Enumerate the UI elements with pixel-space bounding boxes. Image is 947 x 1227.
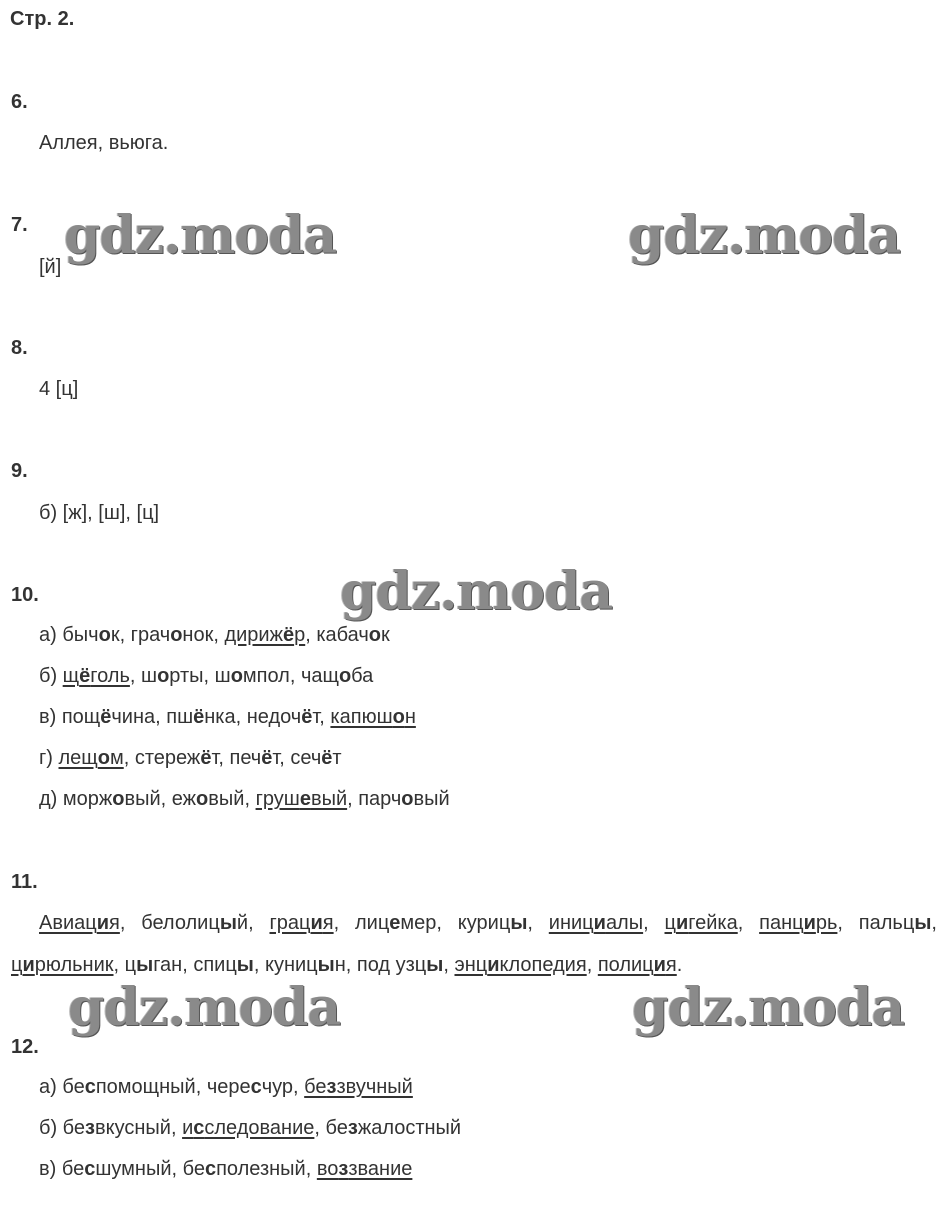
highlighted-letter: ё [321,747,333,769]
task-7-number: 7. [11,214,28,236]
highlighted-letter: с [193,1117,205,1139]
text-segment: б) бе [39,1117,86,1139]
text-segment: жалостный [357,1117,462,1139]
text-segment: рюльник [34,954,114,976]
highlighted-letter: з [347,1117,358,1139]
text-segment: я [665,954,677,976]
task-10-line-b [39,665,373,688]
highlighted-letter: с [84,1158,96,1180]
watermark-top-left: gdz.moda [64,205,337,266]
text-segment: ц [664,912,676,934]
highlighted-letter: с [204,1158,217,1180]
highlighted-letter: и [675,912,689,934]
text-segment: , стереж [123,747,201,769]
text-segment: н, под узц [334,954,427,976]
text-segment: Авиац [39,912,97,934]
text-segment: помощный, чере [95,1076,251,1098]
text-segment: , [586,954,598,976]
text-segment: т, печ [211,747,262,769]
text-segment: панц [759,912,804,934]
text-segment: дириж [224,624,283,646]
highlighted-letter: ы [426,954,444,976]
highlighted-letter: з [338,1158,349,1180]
text-segment: , лиц [333,912,390,934]
watermark-bottom-right: gdz.moda [632,977,905,1038]
highlighted-letter: ы [317,954,335,976]
task-9-answer: б) [ж], [ш], [ц] [39,502,160,524]
task-6-answer: Аллея, вьюга. [39,132,169,154]
text-segment: , [443,954,455,976]
highlighted-letter: о [98,624,111,646]
highlighted-letter: е [299,788,311,810]
text-segment: рь [815,912,838,934]
text-segment: клопедия [499,954,587,976]
text-segment: звание [348,1158,413,1180]
text-segment: я [109,912,120,934]
text-segment: ба [351,665,374,687]
page-title: Стр. 2. [10,8,75,30]
highlighted-letter: и [803,912,816,934]
task-12-line-b [39,1117,461,1140]
text-segment: т [332,747,342,769]
text-segment: алы [605,912,644,934]
text-segment: в) пощ [39,706,101,728]
text-segment: т, [312,706,331,728]
task-8-number: 8. [11,337,28,359]
text-segment: б) [39,665,63,687]
text-segment: , бе [314,1117,348,1139]
text-segment: вый, [208,788,256,810]
highlighted-letter: ё [79,665,91,687]
text-segment: , кабач [305,624,369,646]
task-10-line-a [39,624,390,647]
task-12-line-a [39,1076,413,1099]
highlighted-letter: о [112,788,125,810]
text-segment: к, грач [110,624,171,646]
highlighted-letter: о [157,665,170,687]
task-10-line-e [39,788,450,811]
text-segment: а) быч [39,624,99,646]
task-10-line-c [39,706,416,729]
highlighted-letter: ы [510,912,528,934]
highlighted-letter: ё [200,747,212,769]
text-segment: мер, куриц [400,912,511,934]
highlighted-letter: ё [261,747,273,769]
highlighted-letter: ё [193,706,205,728]
highlighted-letter: ё [282,624,295,646]
text-segment: , [737,912,760,934]
highlighted-letter: о [401,788,414,810]
highlighted-letter: и [22,954,35,976]
highlighted-letter: о [170,624,183,646]
text-segment: капюш [330,706,393,728]
highlighted-letter: с [84,1076,96,1098]
text-segment: , [931,912,937,934]
watermark-top-right: gdz.moda [628,205,901,266]
highlighted-letter: ё [301,706,313,728]
highlighted-letter: о [338,665,352,687]
highlighted-letter: о [368,624,381,646]
task-12-number: 12. [11,1036,39,1058]
highlighted-letter: и [593,912,606,934]
text-segment: полиц [597,954,654,976]
highlighted-letter: и [96,912,110,934]
text-segment: , ш [129,665,158,687]
highlighted-letter: з [326,1076,337,1098]
text-segment: во [316,1158,339,1180]
text-segment: г) [39,747,59,769]
highlighted-letter: о [97,747,110,769]
text-segment: звучный [336,1076,413,1098]
task-11-number: 11. [11,871,38,893]
text-segment: груш [255,788,300,810]
text-segment: нка, недоч [204,706,302,728]
text-segment: , [527,912,549,934]
text-segment: щ [62,665,80,687]
text-segment: й, [236,912,270,934]
text-segment: я [322,912,334,934]
text-segment: . [676,954,683,976]
task-12-line-c [39,1158,412,1181]
text-segment: , пальц [837,912,915,934]
task-6-number: 6. [11,91,28,113]
text-segment: ц [11,954,23,976]
text-segment: следование [204,1117,315,1139]
text-segment: чина, пш [111,706,194,728]
text-segment: и [182,1117,194,1139]
highlighted-letter: ы [219,912,237,934]
highlighted-letter: з [85,1117,95,1139]
watermark-center: gdz.moda [340,561,613,622]
task-10-line-d [39,747,342,770]
text-segment: грац [269,912,311,934]
task-10-number: 10. [11,584,39,606]
text-segment: м [109,747,124,769]
text-segment: ган, спиц [153,954,237,976]
highlighted-letter: о [196,788,209,810]
text-segment: к [380,624,390,646]
text-segment: вкусный, [94,1117,183,1139]
highlighted-letter: и [653,954,666,976]
task-7-answer: [й] [39,256,62,278]
highlighted-letter: ы [236,954,254,976]
text-segment: нок, [182,624,225,646]
highlighted-letter: ы [136,954,154,976]
task-9-number: 9. [11,460,28,482]
watermark-bottom-left: gdz.moda [68,977,341,1038]
text-segment: гейка [688,912,738,934]
text-segment: , парч [347,788,402,810]
text-segment: полезный, [216,1158,317,1180]
text-segment: д) морж [39,788,113,810]
text-segment: , ц [113,954,137,976]
highlighted-letter: е [389,912,401,934]
highlighted-letter: и [487,954,500,976]
highlighted-letter: ё [100,706,112,728]
highlighted-letter: ы [914,912,932,934]
text-segment: лещ [58,747,98,769]
text-segment: бе [304,1076,327,1098]
text-segment: а) бе [39,1076,85,1098]
text-segment: вый, еж [124,788,197,810]
text-segment: т, сеч [272,747,322,769]
text-segment: шумный, бе [95,1158,205,1180]
text-segment: чур, [261,1076,305,1098]
text-segment: иниц [548,912,594,934]
text-segment: энц [454,954,488,976]
text-segment: н [404,706,416,728]
text-segment: вый [310,788,348,810]
text-segment: мпол, чащ [242,665,339,687]
text-segment: , белолиц [119,912,220,934]
text-segment: , куниц [253,954,318,976]
task-8-answer: 4 [ц] [39,378,79,400]
highlighted-letter: о [392,706,405,728]
task-11-paragraph [11,902,937,986]
text-segment: голь [90,665,130,687]
text-segment: , [643,912,665,934]
task-11-text [11,912,937,976]
highlighted-letter: и [310,912,323,934]
highlighted-letter: с [250,1076,262,1098]
text-segment: в) бе [39,1158,85,1180]
text-segment: вый [413,788,450,810]
highlighted-letter: о [230,665,243,687]
text-segment: р [294,624,306,646]
text-segment: рты, ш [169,665,231,687]
